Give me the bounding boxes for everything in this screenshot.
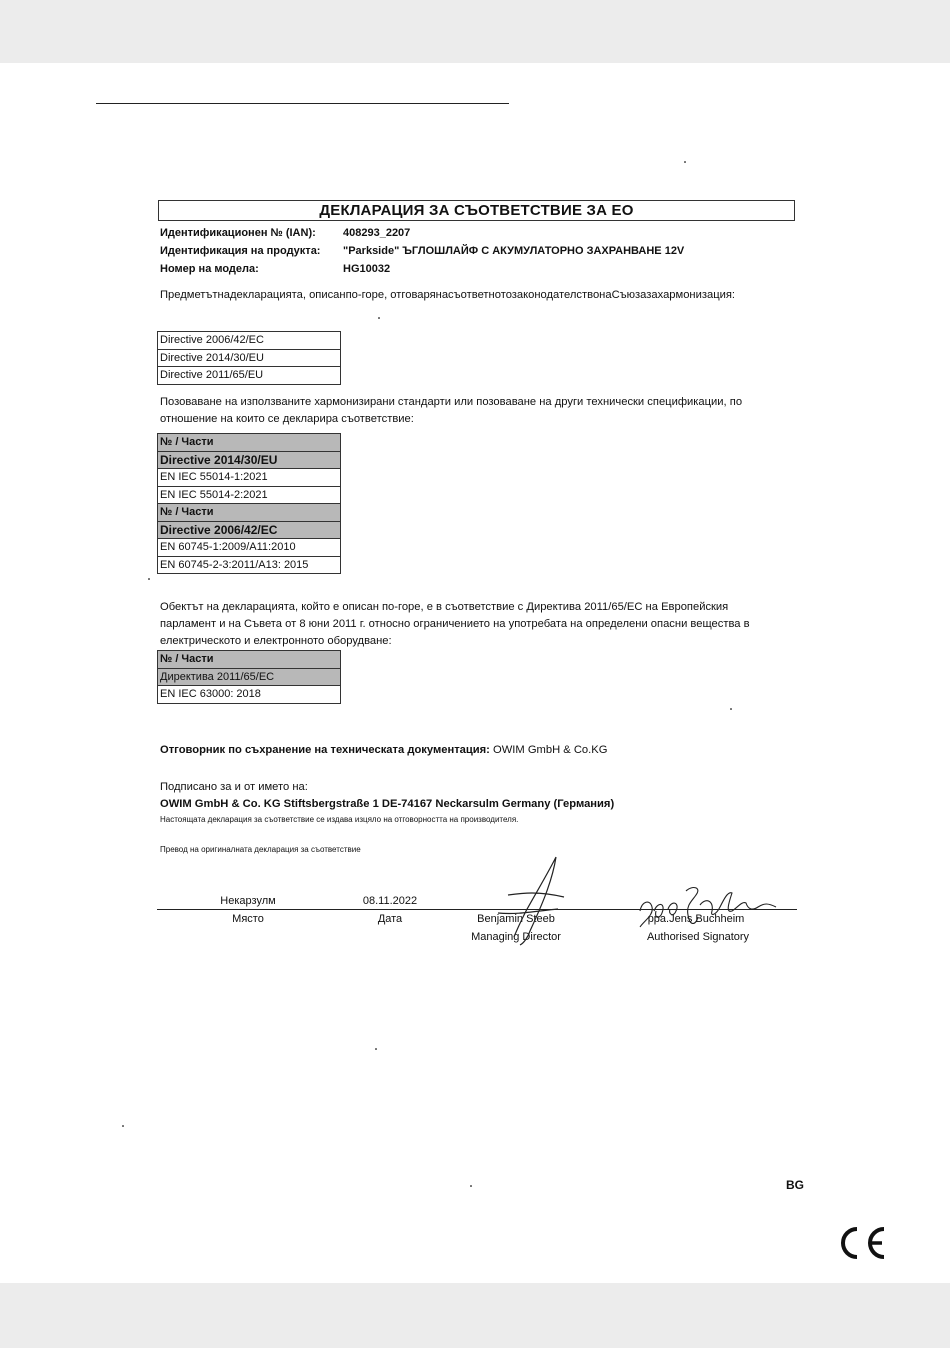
table-row <box>158 556 341 574</box>
standards-table <box>157 433 341 574</box>
standard-cell: EN IEC 55014-2:2021 <box>158 486 341 504</box>
date-label: Дата <box>377 913 403 925</box>
scan-speck <box>122 1125 124 1127</box>
table-row <box>158 451 341 469</box>
directive-cell: Directive 2014/30/EU <box>158 349 341 367</box>
standards-group-directive: Directive 2014/30/EU <box>158 451 341 469</box>
product-value: "Parkside" ЪГЛОШЛАЙФ С АКУМУЛАТОРНО ЗАХРАНВАНЕ 12V <box>343 245 685 257</box>
directive-cell: Directive 2006/42/EC <box>158 332 341 350</box>
reference-text-line2: отношение на които се декларира съответствие: <box>160 413 414 425</box>
standards-header: № / Части <box>158 504 341 522</box>
standards-group-directive: Directive 2006/42/EC <box>158 521 341 539</box>
rohs-text-line3: електрическото и електронното оборудване: <box>160 635 392 647</box>
subject-text: Предметътнадекларацията, описанпо-горе, отговарянасъответнотозаконодателствонаСъюзазахармонизация: <box>160 289 736 301</box>
table-row <box>158 486 341 504</box>
signature-steeb-icon <box>478 853 578 949</box>
reference-text-line1: Позоваване на използваните хармонизирани стандарти или позоваване на други технически спецификации, по <box>160 396 743 408</box>
translation-note: Превод на оригиналната декларация за съответствие <box>160 845 361 854</box>
place-value: Некарзулм <box>220 895 276 907</box>
issued-note: Настоящата декларация за съответствие се издава изцяло на отговорността на производителя. <box>160 815 519 824</box>
person1-role: Managing Director <box>471 931 561 943</box>
rohs-table <box>157 650 341 704</box>
table-row <box>158 686 341 704</box>
table-row <box>158 504 341 522</box>
scan-speck <box>375 1048 377 1050</box>
standard-cell: EN 60745-2-3:2011/A13: 2015 <box>158 556 341 574</box>
table-row <box>158 434 341 452</box>
model-value: HG10032 <box>343 263 391 275</box>
ce-mark-icon <box>838 1223 888 1263</box>
responsible-value: OWIM GmbH & Co.KG <box>493 744 608 756</box>
ian-label: Идентификационен № (IAN): <box>160 227 316 239</box>
table-row <box>158 668 341 686</box>
top-rule <box>96 103 509 104</box>
language-code: BG <box>786 1178 804 1192</box>
model-label: Номер на модела: <box>160 263 259 275</box>
person2-name: ppa.Jens Buchheim <box>647 913 745 925</box>
person1-name: Benjamin Steeb <box>477 913 555 925</box>
ian-value: 408293_2207 <box>343 227 411 239</box>
scan-speck <box>730 708 732 710</box>
scan-speck <box>148 578 150 580</box>
table-row <box>158 332 341 350</box>
scan-speck <box>684 161 686 163</box>
scan-speck <box>470 1185 472 1187</box>
declaration-title: ДЕКЛАРАЦИЯ ЗА СЪОТВЕТСТВИЕ ЗА ЕО <box>158 200 795 221</box>
signature-buchheim-icon <box>636 881 786 933</box>
person2-role: Authorised Signatory <box>646 931 750 943</box>
rohs-text-line2: парламент и на Съвета от 8 юни 2011 г. относно ограничението на употребата на определени опасни вещества в <box>160 618 750 630</box>
date-value: 08.11.2022 <box>362 895 418 907</box>
table-row <box>158 651 341 669</box>
responsible-label: Отговорник по съхранение на техническата документация: <box>160 744 490 756</box>
directive-cell: Directive 2011/65/EU <box>158 367 341 385</box>
table-row <box>158 469 341 487</box>
table-row <box>158 539 341 557</box>
table-row <box>158 349 341 367</box>
standard-cell: EN IEC 55014-1:2021 <box>158 469 341 487</box>
table-row <box>158 521 341 539</box>
document-page <box>0 63 950 1283</box>
place-label: Място <box>232 913 264 925</box>
company-address: OWIM GmbH & Co. KG Stiftsbergstraße 1 DE-74167 Neckarsulm Germany (Германия) <box>160 798 615 810</box>
rohs-header: № / Части <box>158 651 341 669</box>
standard-cell: EN 60745-1:2009/A11:2010 <box>158 539 341 557</box>
rohs-standard: EN IEC 63000: 2018 <box>158 686 341 704</box>
responsible-line <box>160 742 607 759</box>
rohs-directive: Директива 2011/65/ЕС <box>158 668 341 686</box>
signed-for-text: Подписано за и от името на: <box>160 781 308 793</box>
standards-header: № / Части <box>158 434 341 452</box>
table-row <box>158 367 341 385</box>
scan-speck <box>378 317 380 319</box>
directives-table <box>157 331 341 385</box>
rohs-text-line1: Обектът на декларацията, който е описан по-горе, е в съответствие с Директива 2011/65/ЕС на Европейския <box>160 601 729 613</box>
product-label: Идентификация на продукта: <box>160 245 321 257</box>
